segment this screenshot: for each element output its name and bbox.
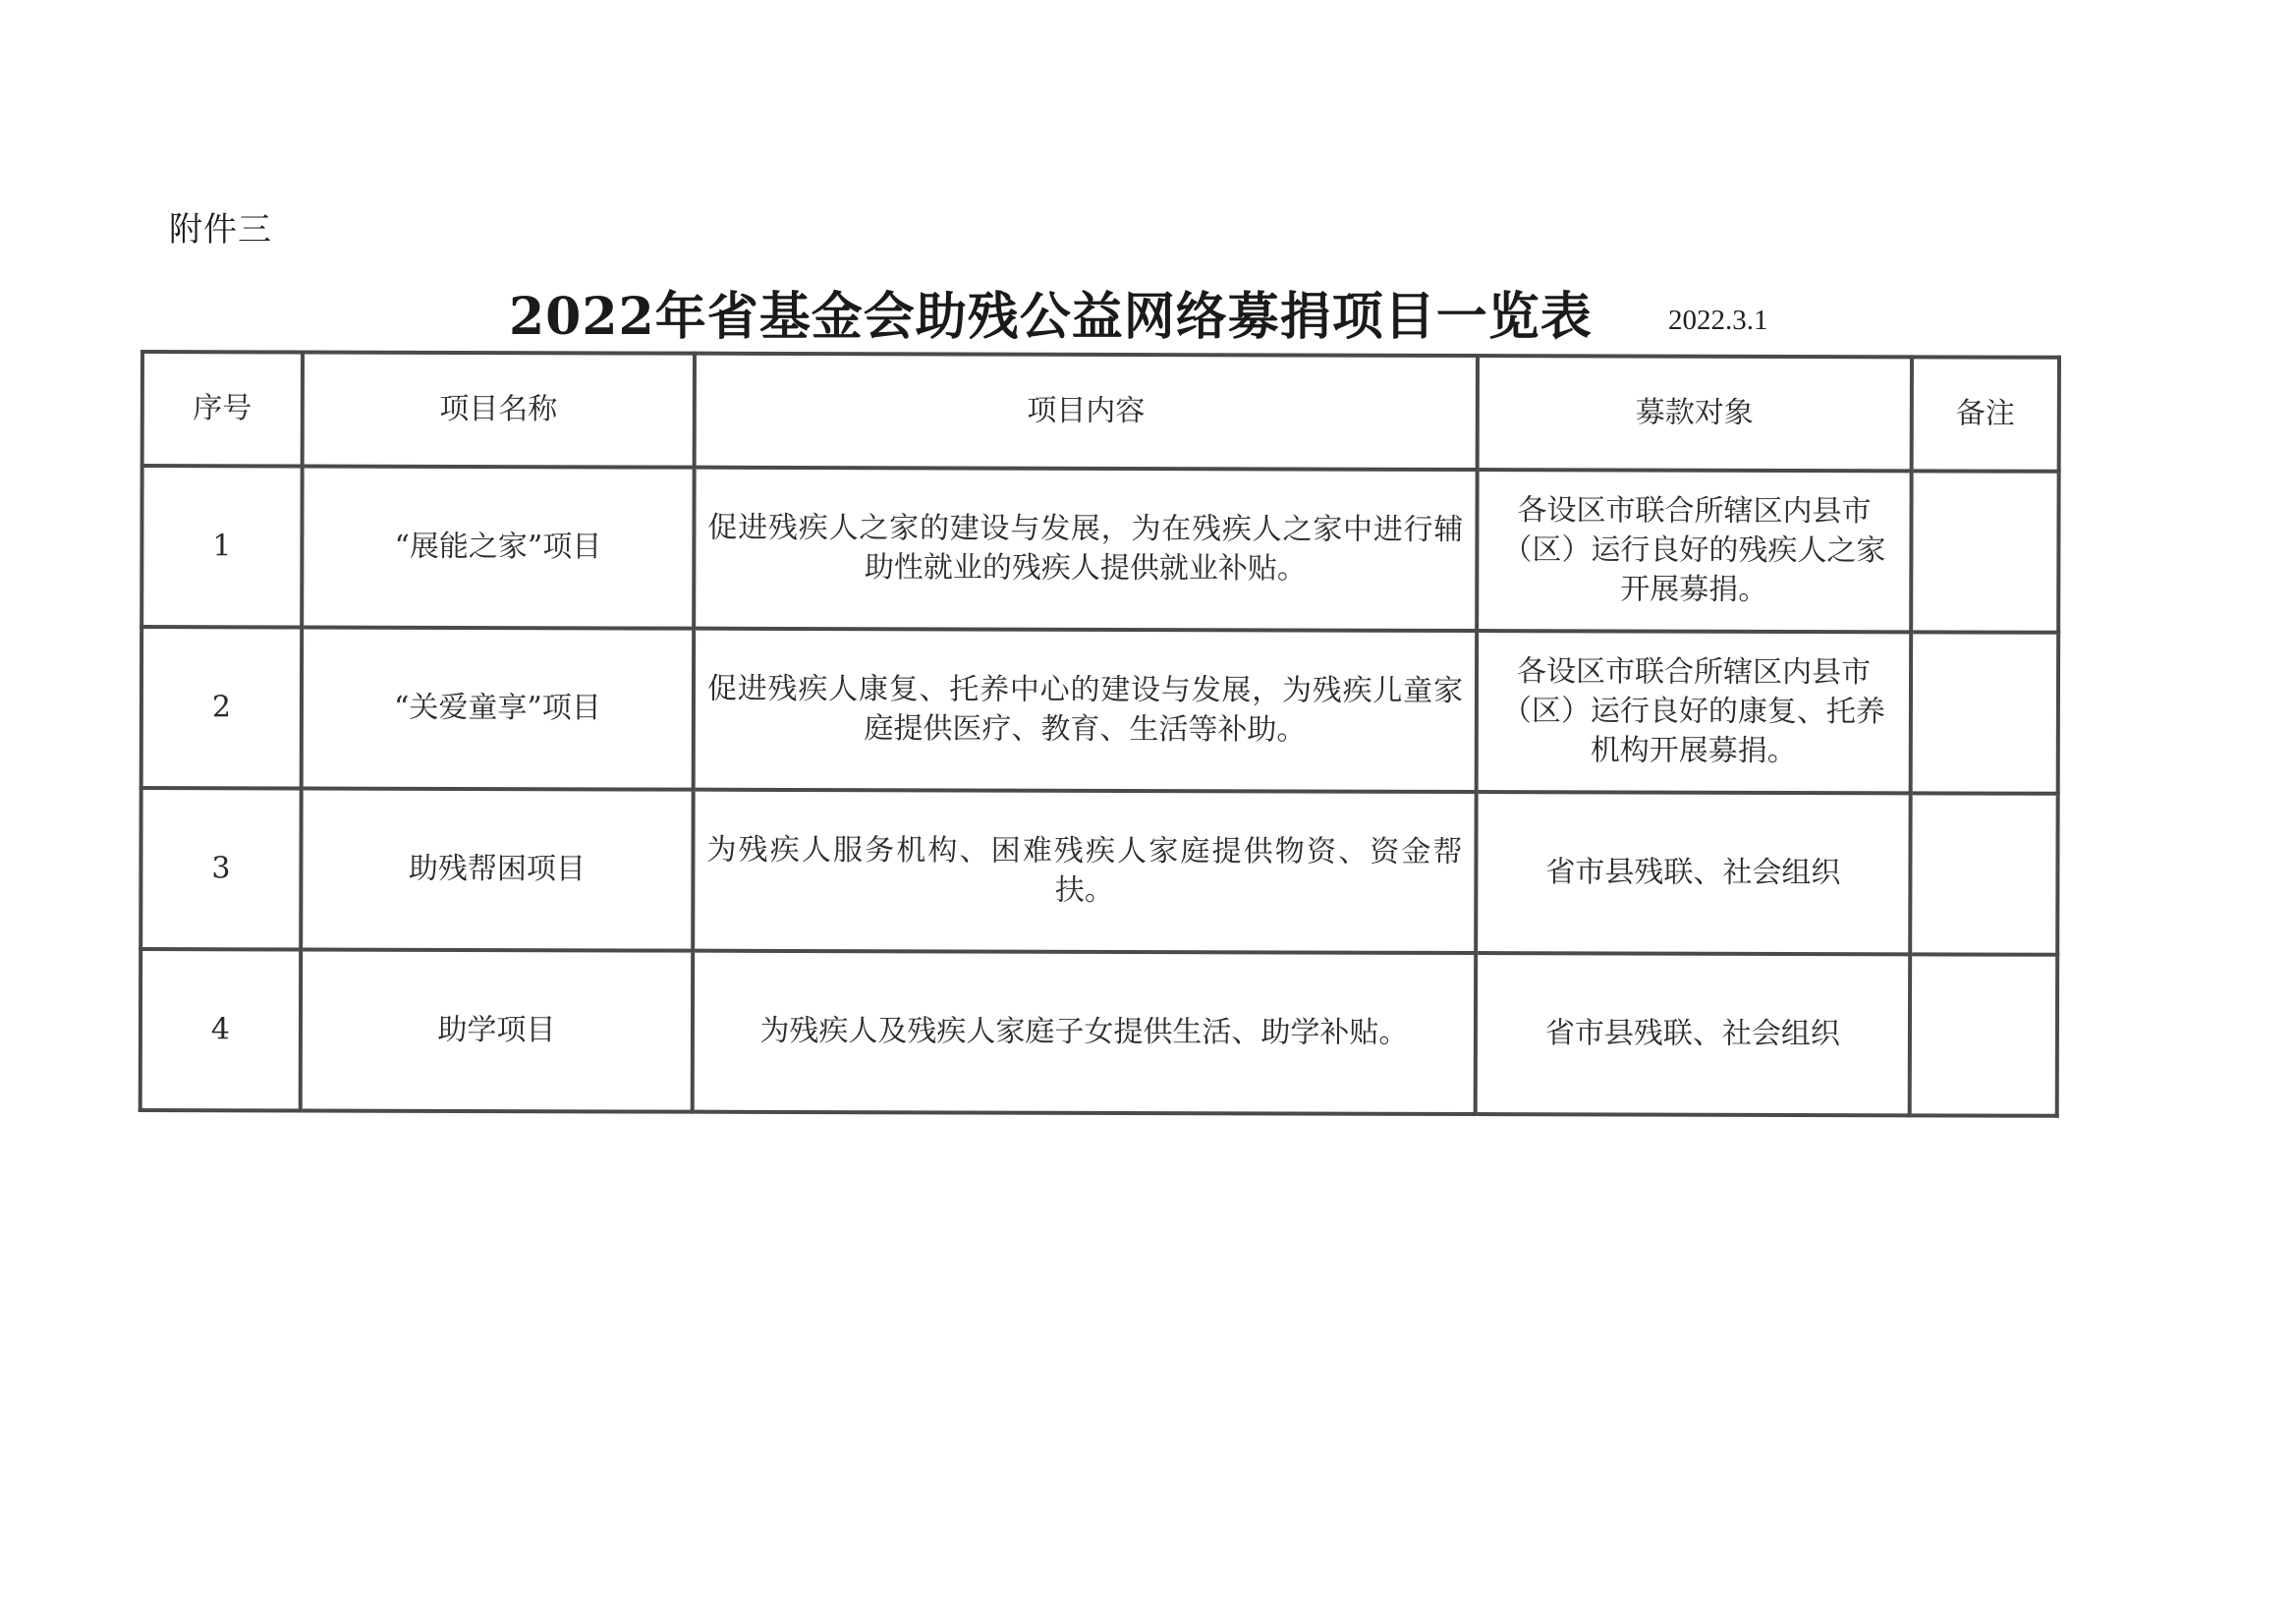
attachment-label: 附件三 bbox=[169, 210, 272, 250]
cell-remarks bbox=[1910, 954, 2057, 1115]
cell-remarks bbox=[1911, 471, 2058, 632]
table-row bbox=[140, 949, 2057, 1116]
project-table bbox=[139, 350, 2061, 1118]
table-row bbox=[141, 466, 2058, 633]
cell-project-content: 促进残疾人之家的建设与发展，为在残疾人之家中进行辅助性就业的残疾人提供就业补贴。 bbox=[694, 468, 1477, 631]
cell-project-name: 助残帮困项目 bbox=[301, 788, 693, 950]
header-serial-number: 序号 bbox=[142, 352, 303, 466]
cell-fundraising-target: 各设区市联合所辖区内县市（区）运行良好的残疾人之家开展募捐。 bbox=[1477, 470, 1911, 632]
cell-project-name: “关爱童享”项目 bbox=[302, 627, 694, 789]
header-remarks: 备注 bbox=[1912, 357, 2059, 471]
cell-fundraising-target: 各设区市联合所辖区内县市（区）运行良好的康复、托养机构开展募捐。 bbox=[1477, 631, 1911, 793]
cell-project-content: 促进残疾人康复、托养中心的建设与发展，为残疾儿童家庭提供医疗、教育、生活等补助。 bbox=[694, 629, 1477, 792]
document-date: 2022.3.1 bbox=[1668, 305, 1768, 336]
cell-serial-number: 2 bbox=[141, 627, 302, 788]
cell-project-name: “展能之家”项目 bbox=[302, 466, 694, 628]
header-fundraising-target: 募款对象 bbox=[1478, 356, 1912, 471]
table-row bbox=[141, 627, 2058, 794]
table-row bbox=[140, 788, 2057, 955]
cell-serial-number: 4 bbox=[140, 949, 301, 1110]
cell-project-name: 助学项目 bbox=[301, 949, 693, 1111]
header-project-content: 项目内容 bbox=[695, 354, 1478, 470]
cell-project-content: 为残疾人及残疾人家庭子女提供生活、助学补贴。 bbox=[693, 951, 1476, 1114]
cell-fundraising-target: 省市县残联、社会组织 bbox=[1476, 792, 1910, 954]
document-title: 2022年省基金会助残公益网络募捐项目一览表 bbox=[509, 287, 1593, 347]
cell-serial-number: 3 bbox=[140, 788, 301, 949]
cell-remarks bbox=[1911, 632, 2058, 793]
cell-serial-number: 1 bbox=[141, 466, 302, 627]
header-project-name: 项目名称 bbox=[303, 352, 695, 467]
cell-remarks bbox=[1910, 793, 2057, 954]
cell-project-content: 为残疾人服务机构、困难残疾人家庭提供物资、资金帮扶。 bbox=[693, 790, 1476, 953]
cell-fundraising-target: 省市县残联、社会组织 bbox=[1476, 953, 1910, 1115]
table-header-row bbox=[142, 352, 2059, 472]
